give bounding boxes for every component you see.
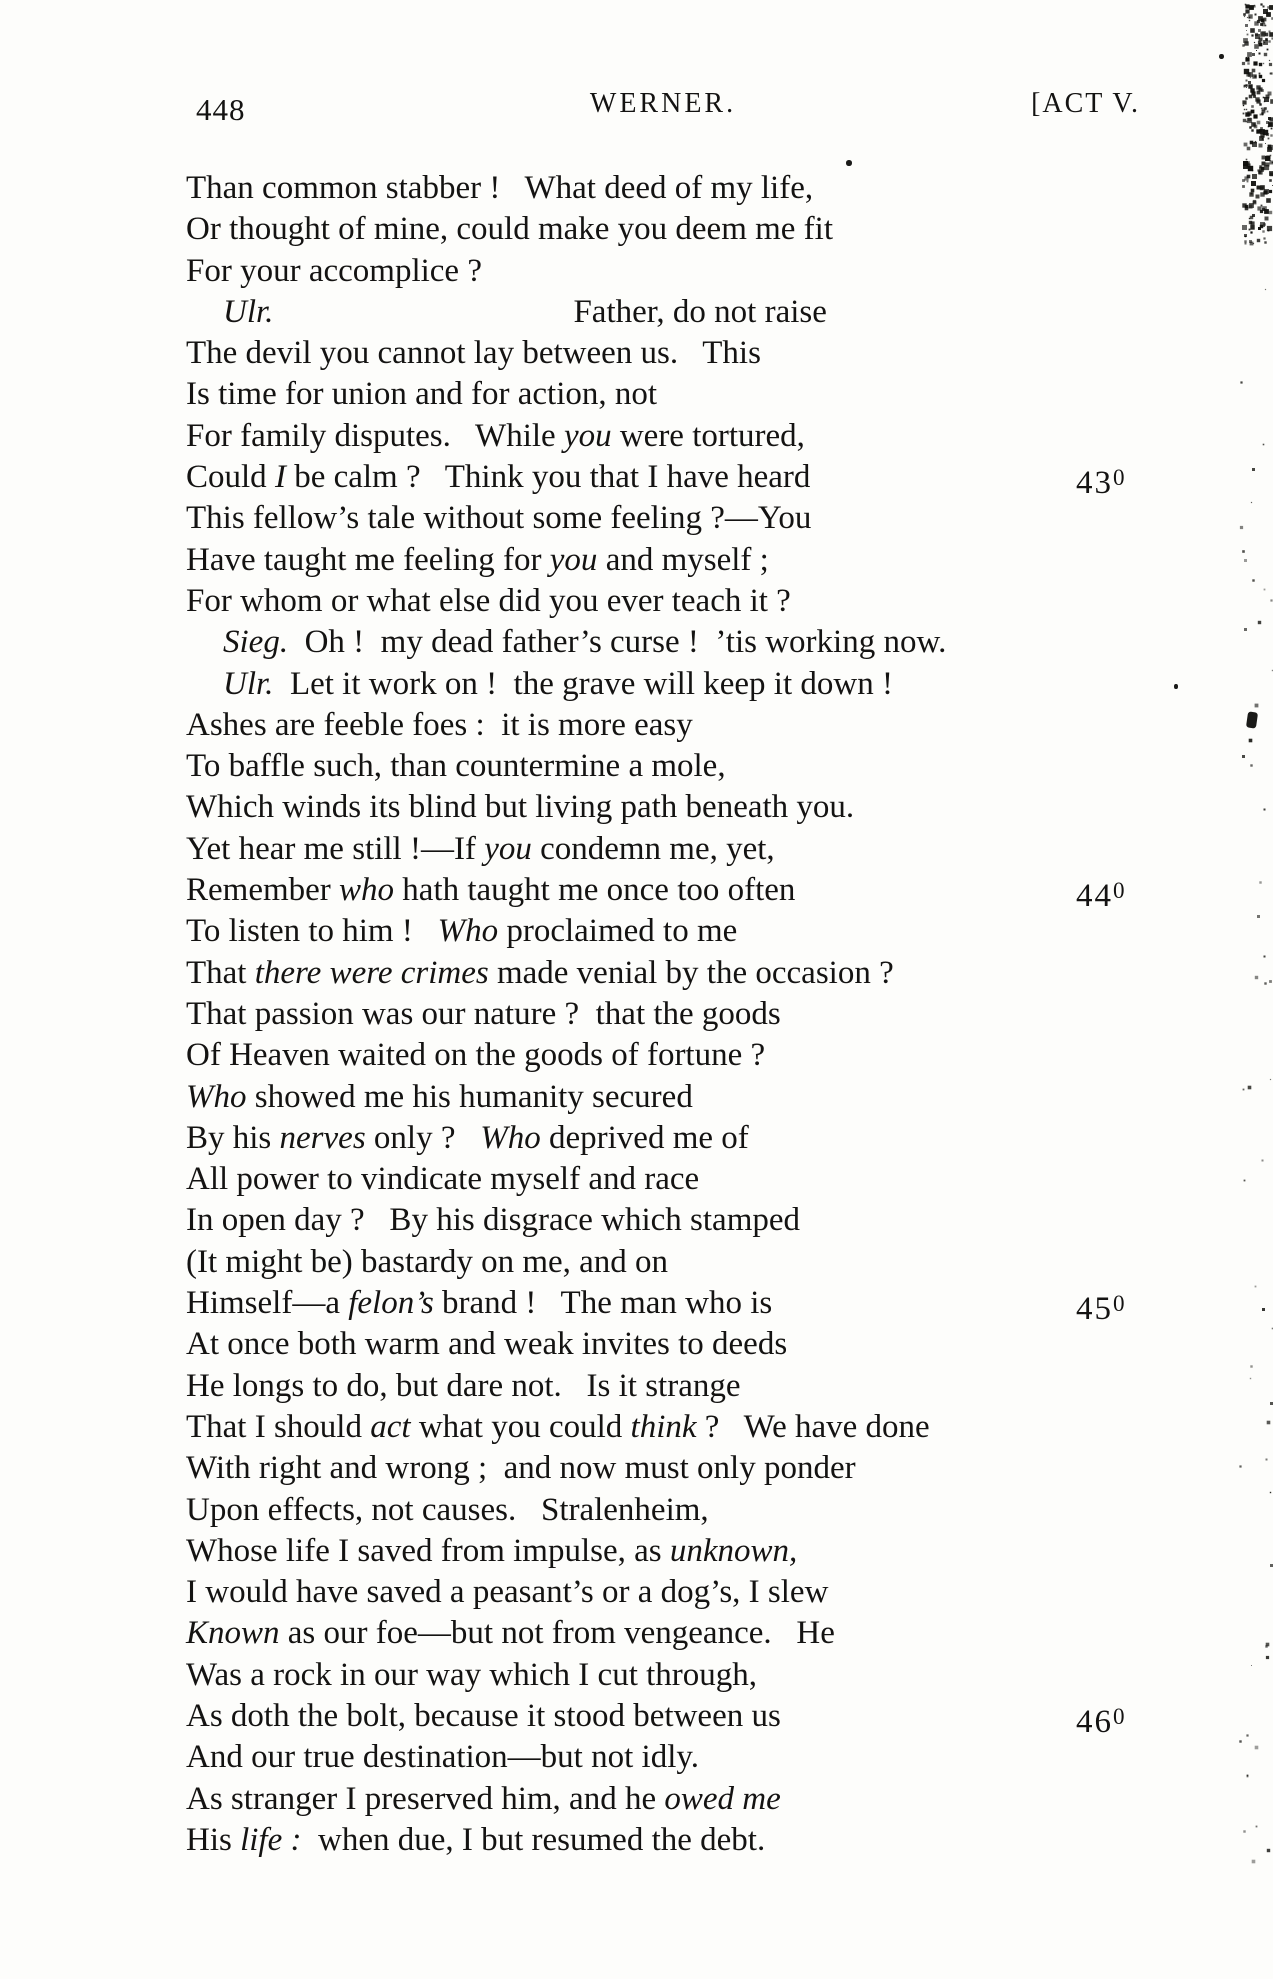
verse-line: Of Heaven waited on the goods of fortune ?	[186, 1037, 766, 1074]
verse-line: Sieg. Oh ! my dead father’s curse ! ’tis working now.	[223, 624, 947, 661]
verse-line: Is time for union and for action, not	[186, 376, 658, 413]
verse-line: At once both warm and weak invites to deeds	[186, 1326, 788, 1363]
verse-line: As doth the bolt, because it stood between us $46^0$	[186, 1696, 1140, 1737]
verse-line: Ashes are feeble foes : it is more easy	[186, 706, 693, 743]
verse-line: Remember who hath taught me once too often $44^0$	[186, 870, 1140, 911]
scan-speck	[1219, 54, 1224, 59]
verse-line: His life : when due, I but resumed the debt.	[186, 1821, 766, 1858]
verse-line: Yet hear me still !—If you condemn me, yet,	[186, 830, 775, 867]
verse-line: Who showed me his humanity secured	[186, 1078, 693, 1115]
line-number: $45^0$	[1076, 1290, 1126, 1327]
verse-line: As stranger I preserved him, and he owed me	[186, 1780, 781, 1817]
verse-line: Which winds its blind but living path beneath you.	[186, 789, 855, 826]
verse-line: Upon effects, not causes. Stralenheim,	[186, 1491, 709, 1528]
verse-line: That I should act what you could think ? We have done	[186, 1408, 930, 1445]
verse-line: Ulr. Father, do not raise	[223, 293, 827, 330]
verse-line: This fellow’s tale without some feeling ?—You	[186, 500, 812, 537]
page-number: 448	[196, 92, 246, 127]
verse-line: To baffle such, than countermine a mole,	[186, 748, 726, 785]
page-header	[186, 88, 1140, 134]
line-number: $44^0$	[1076, 877, 1126, 914]
verse-line: I would have saved a peasant’s or a dog’s, I slew	[186, 1574, 829, 1611]
verse-line: Than common stabber ! What deed of my life,	[186, 170, 814, 206]
verse-line: The devil you cannot lay between us. This	[186, 335, 761, 372]
verse-line: By his nerves only ? Who deprived me of	[186, 1119, 749, 1156]
scan-speck	[1174, 684, 1178, 689]
verse-lines	[186, 168, 1140, 1861]
verse-line: Have taught me feeling for you and myself ;	[186, 541, 769, 578]
verse-line: For family disputes. While you were tortured,	[186, 417, 805, 454]
verse-line: And our true destination—but not idly.	[186, 1739, 699, 1776]
verse-line: Himself—a felon’s brand ! The man who is $45^0$	[186, 1283, 1140, 1324]
verse-line: Whose life I saved from impulse, as unknown,	[186, 1532, 798, 1569]
verse-line: For whom or what else did you ever teach it ?	[186, 582, 791, 619]
verse-line: To listen to him ! Who proclaimed to me	[186, 913, 738, 950]
verse-line: For your accomplice ?	[186, 252, 482, 289]
scan-noise-right-edge	[0, 0, 1, 1]
verse-line: With right and wrong ; and now must only ponder	[186, 1450, 856, 1487]
verse-line: That passion was our nature ? that the goods	[186, 995, 781, 1032]
verse-line: In open day ? By his disgrace which stamped	[186, 1202, 801, 1239]
verse-line: Was a rock in our way which I cut through,	[186, 1656, 758, 1693]
scan-speck	[1246, 711, 1258, 728]
verse-line: He longs to do, but dare not. Is it strange	[186, 1367, 741, 1404]
verse-line: (It might be) bastardy on me, and on	[186, 1243, 669, 1280]
act-header: [ACT V.	[1031, 88, 1140, 119]
verse-line: That there were crimes made venial by the occasion ?	[186, 954, 894, 991]
running-title: WERNER.	[589, 88, 737, 119]
verse-line: Known as our foe—but not from vengeance. He	[186, 1615, 835, 1652]
verse-line: Or thought of mine, could make you deem me fit	[186, 211, 834, 248]
verse-line: Could I be calm ? Think you that I have heard $43^0$	[186, 457, 1140, 498]
verse-line: All power to vindicate myself and race	[186, 1161, 700, 1198]
line-number: $46^0$	[1076, 1702, 1126, 1740]
line-number: $43^0$	[1076, 464, 1126, 501]
verse-line: Ulr. Let it work on ! the grave will keep it down !	[223, 665, 893, 702]
scan-speck	[846, 160, 852, 166]
